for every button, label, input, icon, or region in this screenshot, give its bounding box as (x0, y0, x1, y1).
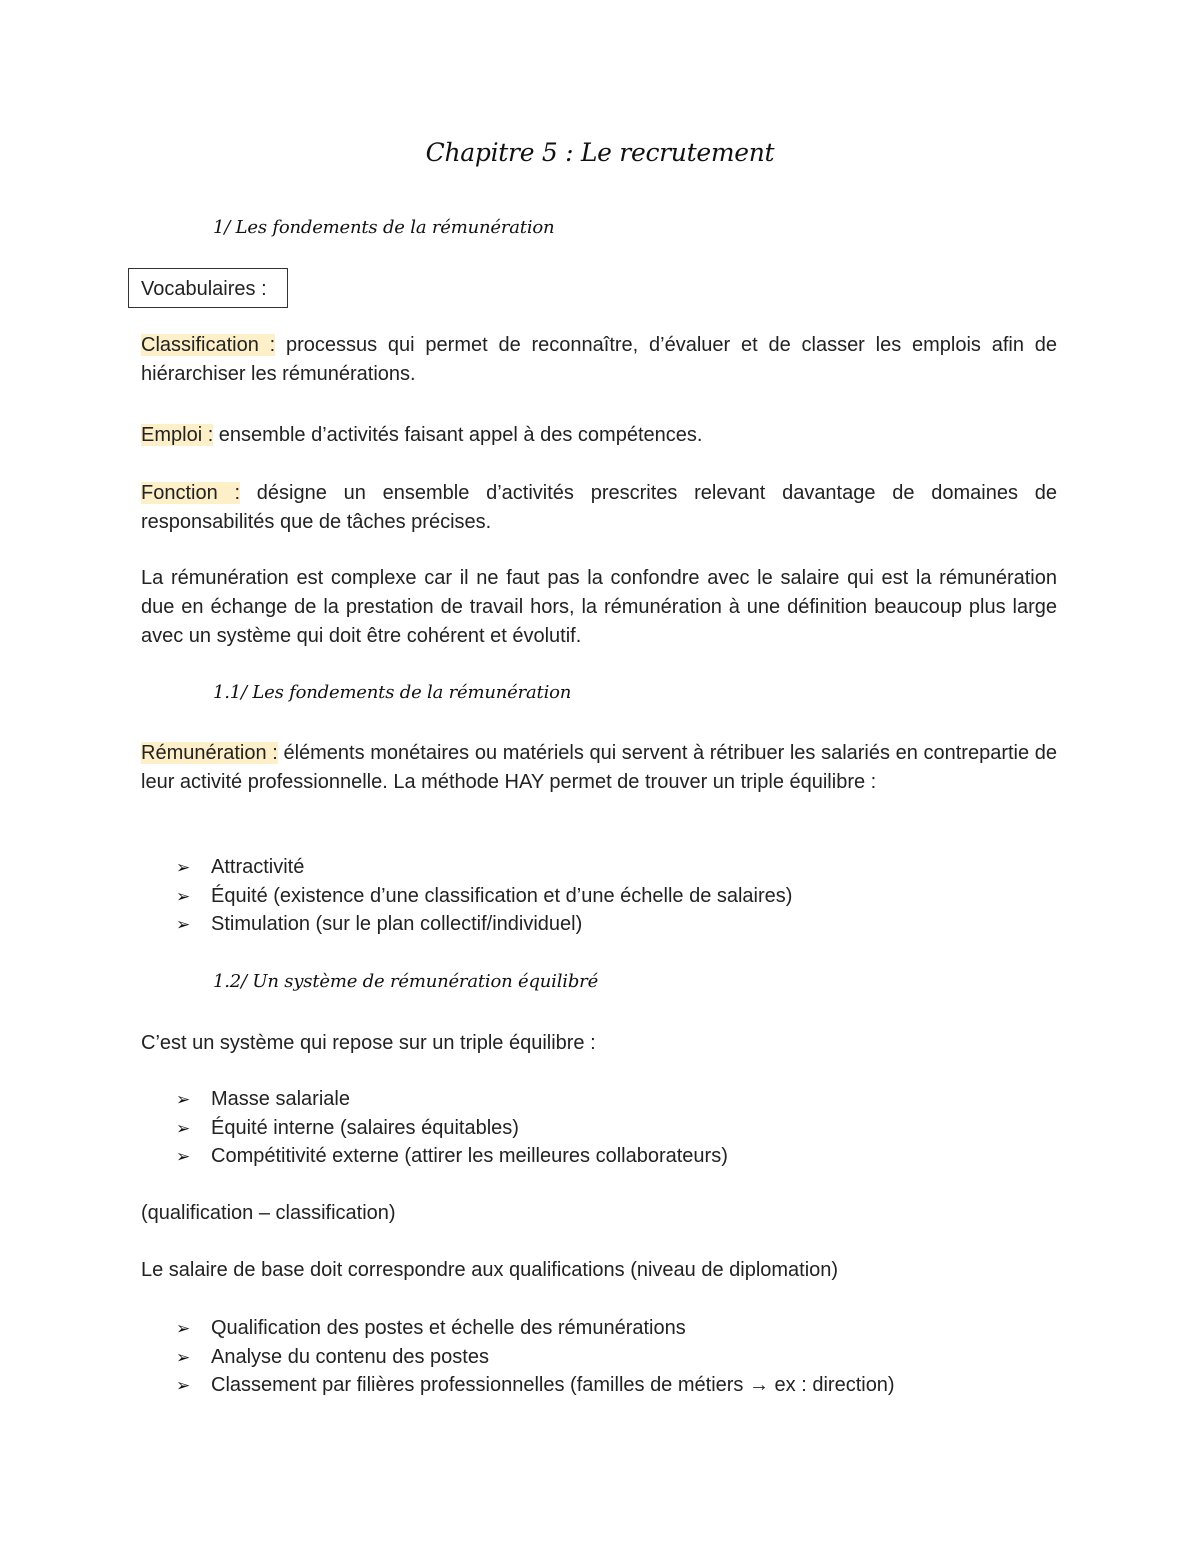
list-item-text: Qualification des postes et échelle des rémunérations (211, 1317, 686, 1339)
arrowhead-bullet-icon: ➢ (176, 1090, 191, 1110)
definition-text: ensemble d’activités faisant appel à des compétences. (213, 424, 703, 446)
term-emploi: Emploi : (141, 424, 214, 446)
section-heading-1-1: 1.1/ Les fondements de la rémunération (213, 682, 572, 703)
list-item-text: Analyse du contenu des postes (211, 1345, 489, 1368)
definition-text: processus qui permet de reconnaître, d’évaluer et de classer les emplois afin de hiérarchiser les rémunérations. (141, 334, 1058, 385)
definition-classification (141, 331, 1057, 389)
list-item (176, 1314, 1076, 1343)
list-item (176, 853, 1076, 882)
vocabulary-box: Vocabulaires : (128, 268, 288, 308)
arrowhead-bullet-icon: ➢ (176, 858, 191, 878)
list-item-text: Stimulation (sur le plan collectif/individuel) (211, 913, 583, 935)
section-heading-1-2: 1.2/ Un système de rémunération équilibré (213, 971, 599, 992)
paragraph-qualification: (qualification – classification) (141, 1202, 396, 1224)
arrowhead-bullet-icon: ➢ (176, 886, 191, 907)
list-item-text: Classement par filières professionnelles (familles de métiers → ex : direction) (211, 1374, 895, 1396)
list-item (176, 1085, 1076, 1114)
list-item (176, 1114, 1076, 1143)
paragraph-systeme: C’est un système qui repose sur un triple équilibre : (141, 1032, 596, 1054)
list-item-text: Compétitivité externe (attirer les meilleures collaborateurs) (211, 1145, 728, 1167)
section-heading-1: 1/ Les fondements de la rémunération (213, 217, 555, 238)
paragraph-salaire: Le salaire de base doit correspondre aux qualifications (niveau de diplomation) (141, 1259, 839, 1281)
arrowhead-bullet-icon: ➢ (176, 915, 191, 935)
arrowhead-bullet-icon: ➢ (176, 1319, 191, 1339)
arrowhead-bullet-icon: ➢ (176, 1376, 191, 1396)
bullet-list-1 (176, 853, 1076, 939)
bullet-list-3 (176, 1314, 1076, 1400)
paragraph-remuneration: La rémunération est complexe car il ne faut pas la confondre avec le salaire qui est la rémunération due en échange de la prestation de travail hors, la rémunération à une définition beaucoup plus large avec un système qui doit être cohérent et évolutif. (141, 567, 1057, 647)
list-item (176, 1371, 1076, 1400)
term-classification: Classification : (141, 334, 276, 356)
definition-text: désigne un ensemble d’activités prescrites relevant davantage de domaines de responsabilités que de tâches précises. (141, 482, 1057, 533)
definition-text: éléments monétaires ou matériels qui servent à rétribuer les salariés en contrepartie de leur activité professionnelle. La méthode HAY permet de trouver un triple équilibre : (141, 742, 1057, 793)
bullet-list-2 (176, 1085, 1076, 1171)
term-remuneration: Rémunération : (141, 742, 278, 764)
chapter-title: Chapitre 5 : Le recrutement (425, 138, 775, 167)
definition-fonction (141, 479, 1057, 537)
arrowhead-bullet-icon: ➢ (176, 1147, 191, 1167)
definition-remuneration (141, 739, 1057, 797)
list-item (176, 1142, 1076, 1171)
list-item-text: Équité (existence d’une classification et d’une échelle de salaires) (211, 884, 793, 907)
list-item (176, 1343, 1076, 1372)
term-fonction: Fonction : (141, 482, 241, 504)
arrowhead-bullet-icon: ➢ (176, 1347, 191, 1368)
list-item (176, 910, 1076, 939)
list-item-text: Équité interne (salaires équitables) (211, 1116, 519, 1139)
list-item-text: Masse salariale (211, 1088, 350, 1110)
arrowhead-bullet-icon: ➢ (176, 1118, 191, 1139)
list-item-text: Attractivité (211, 856, 305, 878)
list-item (176, 882, 1076, 911)
definition-emploi (141, 421, 1057, 450)
